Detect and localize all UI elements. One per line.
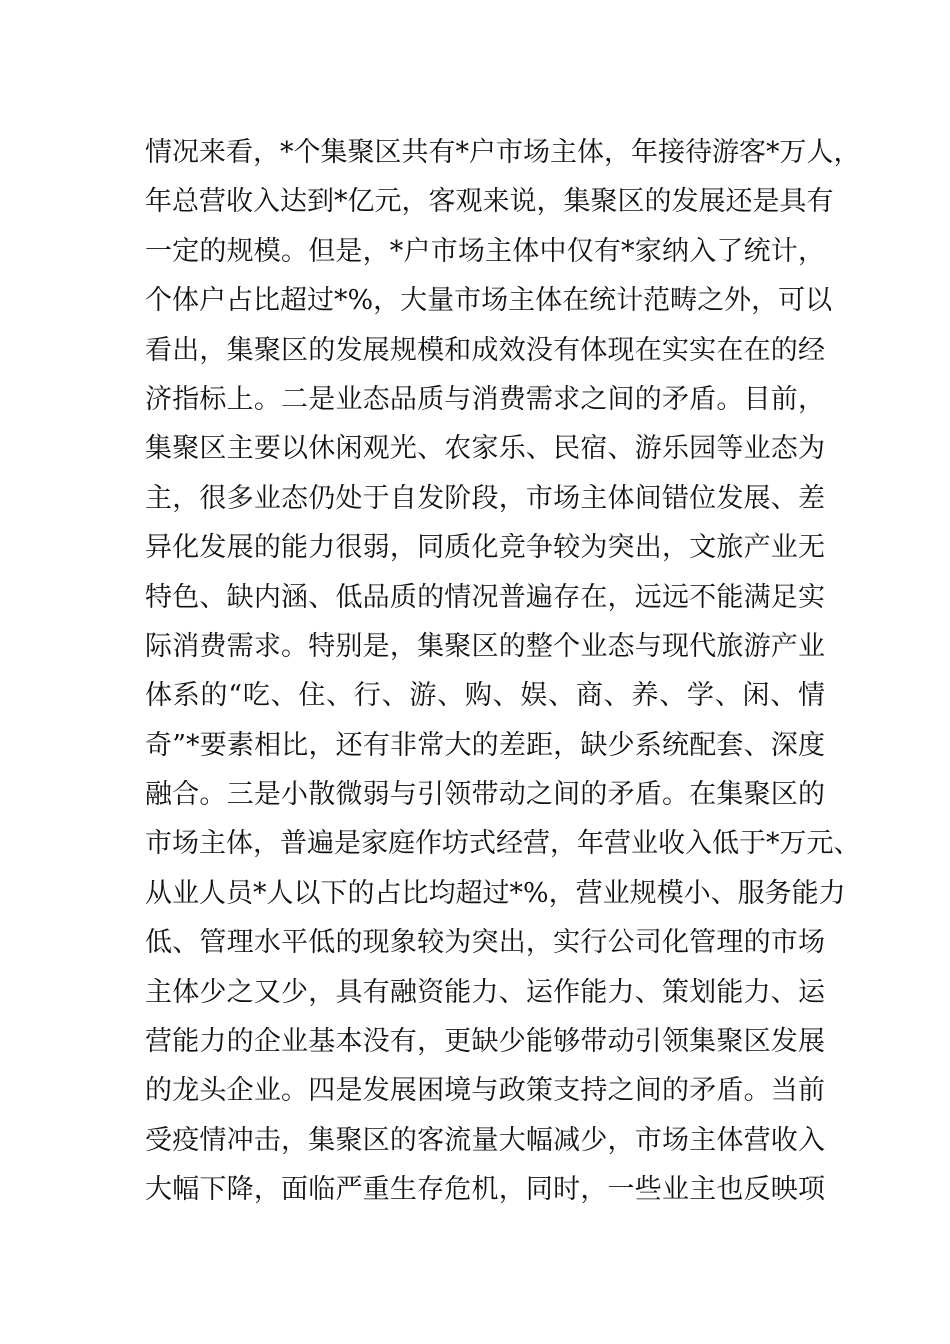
text-line: 际消费需求。特别是，集聚区的整个业态与现代旅游产业	[145, 630, 825, 662]
text-line: 特色、缺内涵、低品质的情况普遍存在，远远不能满足实	[145, 581, 825, 613]
text-line: 奇”*要素相比，还有非常大的差距，缺少系统配套、深度	[145, 729, 825, 761]
body-paragraph	[145, 128, 861, 1215]
text-line: 异化发展的能力很弱，同质化竞争较为突出，文旅产业无	[145, 532, 825, 564]
text-line: 主，很多业态仍处于自发阶段，市场主体间错位发展、差	[145, 482, 825, 514]
text-line: 市场主体，普遍是家庭作坊式经营，年营业收入低于*万元、	[145, 828, 861, 860]
text-line: 的龙头企业。四是发展困境与政策支持之间的矛盾。当前	[145, 1075, 825, 1107]
text-line: 看出，集聚区的发展规模和成效没有体现在实实在在的经	[145, 334, 825, 366]
text-line: 从业人员*人以下的占比均超过*%，营业规模小、服务能力	[145, 877, 846, 909]
text-line: 营能力的企业基本没有，更缺少能够带动引领集聚区发展	[145, 1026, 825, 1058]
text-line: 年总营收入达到*亿元，客观来说，集聚区的发展还是具有	[145, 186, 834, 218]
text-line: 融合。三是小散微弱与引领带动之间的矛盾。在集聚区的	[145, 779, 825, 811]
text-line: 一定的规模。但是，*户市场主体中仅有*家纳入了统计，	[145, 235, 825, 267]
text-line: 主体少之又少，具有融资能力、运作能力、策划能力、运	[145, 976, 825, 1008]
text-line: 济指标上。二是业态品质与消费需求之间的矛盾。目前，	[145, 383, 825, 415]
text-line: 大幅下降，面临严重生存危机，同时，一些业主也反映项	[145, 1174, 825, 1206]
text-line: 个体户占比超过*%，大量市场主体在统计范畴之外，可以	[145, 285, 833, 317]
text-line: 集聚区主要以休闲观光、农家乐、民宿、游乐园等业态为	[145, 433, 825, 465]
text-line: 情况来看，*个集聚区共有*户市场主体，年接待游客*万人，	[145, 137, 861, 168]
text-line: 低、管理水平低的现象较为突出，实行公司化管理的市场	[145, 927, 825, 959]
text-line: 受疫情冲击，集聚区的客流量大幅减少，市场主体营收入	[145, 1124, 825, 1156]
text-line: 体系的“吃、住、行、游、购、娱、商、养、学、闲、情	[145, 680, 825, 712]
